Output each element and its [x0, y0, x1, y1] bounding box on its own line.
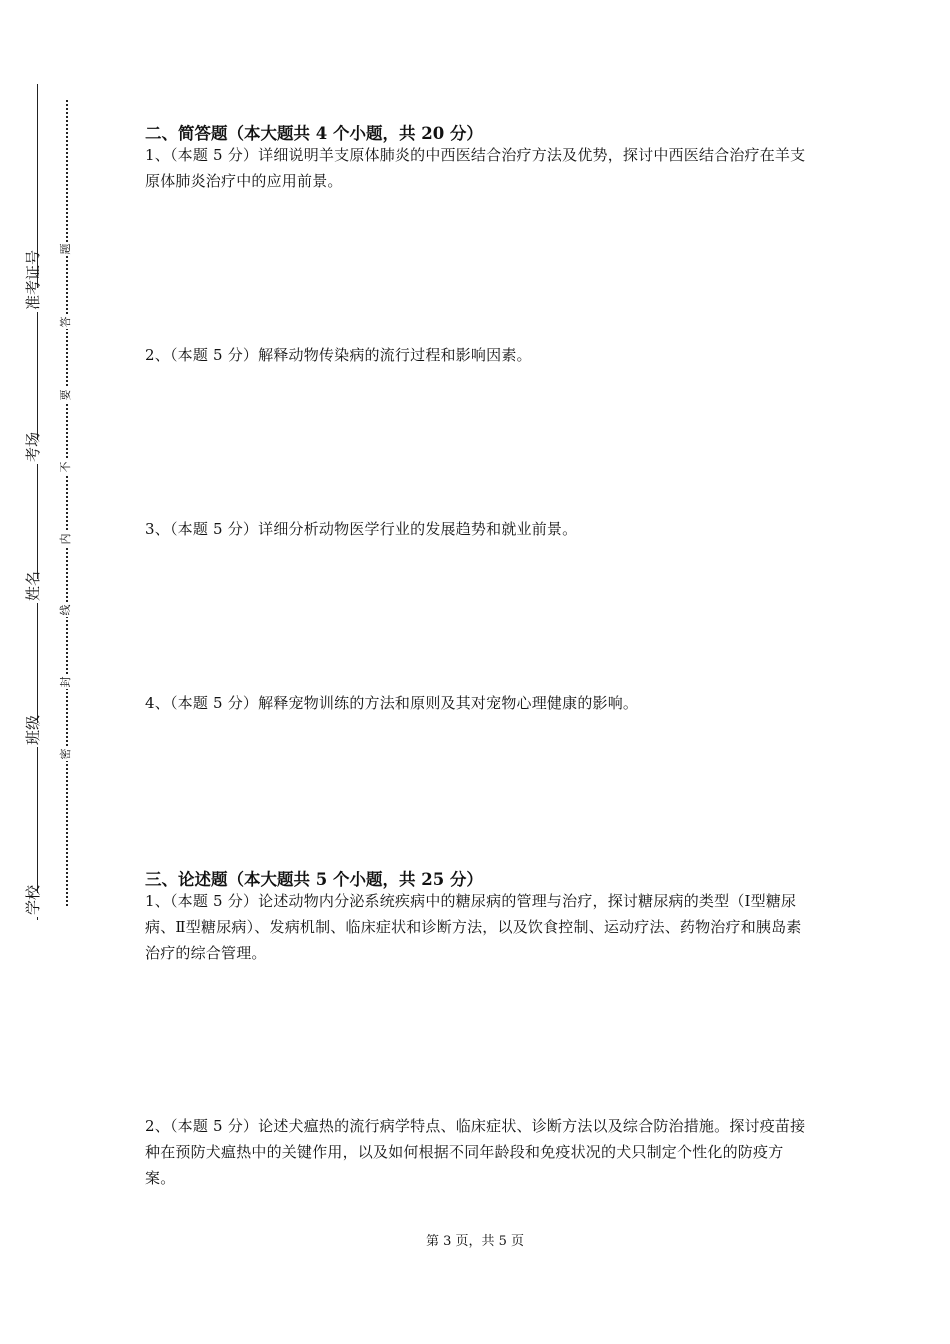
question-short-3: 3、（本题 5 分）详细分析动物医学行业的发展趋势和就业前景。 [145, 520, 578, 538]
field-label-school: 学校 [24, 884, 42, 915]
binding-solid-line [37, 84, 38, 920]
section-title-short-answer: 二、简答题（本大题共 4 个小题，共 20 分） [145, 124, 483, 143]
field-label-exam-id: 准考证号 [24, 249, 42, 310]
seal-char: 要 [59, 389, 72, 401]
section-title-essay: 三、论述题（本大题共 5 个小题，共 25 分） [145, 870, 483, 889]
seal-char: 答 [59, 316, 72, 328]
field-label-name: 姓名 [24, 570, 42, 601]
field-label-exam-room: 考场 [24, 431, 42, 462]
seal-char: 线 [59, 604, 72, 616]
seal-char: 不 [59, 461, 72, 473]
field-label-class: 班级 [24, 714, 42, 745]
question-short-2: 2、（本题 5 分）解释动物传染病的流行过程和影响因素。 [145, 346, 532, 364]
seal-char: 封 [59, 676, 72, 688]
question-essay-1: 1、（本题 5 分）论述动物内分泌系统疾病中的糖尿病的管理与治疗，探讨糖尿病的类型（Ⅰ型糖尿病、Ⅱ型糖尿病）、发病机制、临床症状和诊断方法，以及饮食控制、运动疗法、药物治疗和胰岛素治疗的综合管理。 [145, 892, 802, 962]
page-number: 第 3 页，共 5 页 [425, 1234, 525, 1249]
question-short-1: 1、（本题 5 分）详细说明羊支原体肺炎的中西医结合治疗方法及优势，探讨中西医结合治疗在羊支原体肺炎治疗中的应用前景。 [145, 146, 806, 190]
seal-dotted-line [66, 100, 68, 906]
question-short-4: 4、（本题 5 分）解释宠物训练的方法和原则及其对宠物心理健康的影响。 [145, 694, 639, 712]
seal-char: 题 [59, 243, 72, 255]
seal-char: 内 [59, 533, 72, 545]
question-essay-2: 2、（本题 5 分）论述犬瘟热的流行病学特点、临床症状、诊断方法以及综合防治措施。探讨疫苗接种在预防犬瘟热中的关键作用，以及如何根据不同年龄段和免疫状况的犬只制定个性化的防疫方案。 [145, 1117, 806, 1187]
seal-char: 密 [59, 748, 72, 760]
